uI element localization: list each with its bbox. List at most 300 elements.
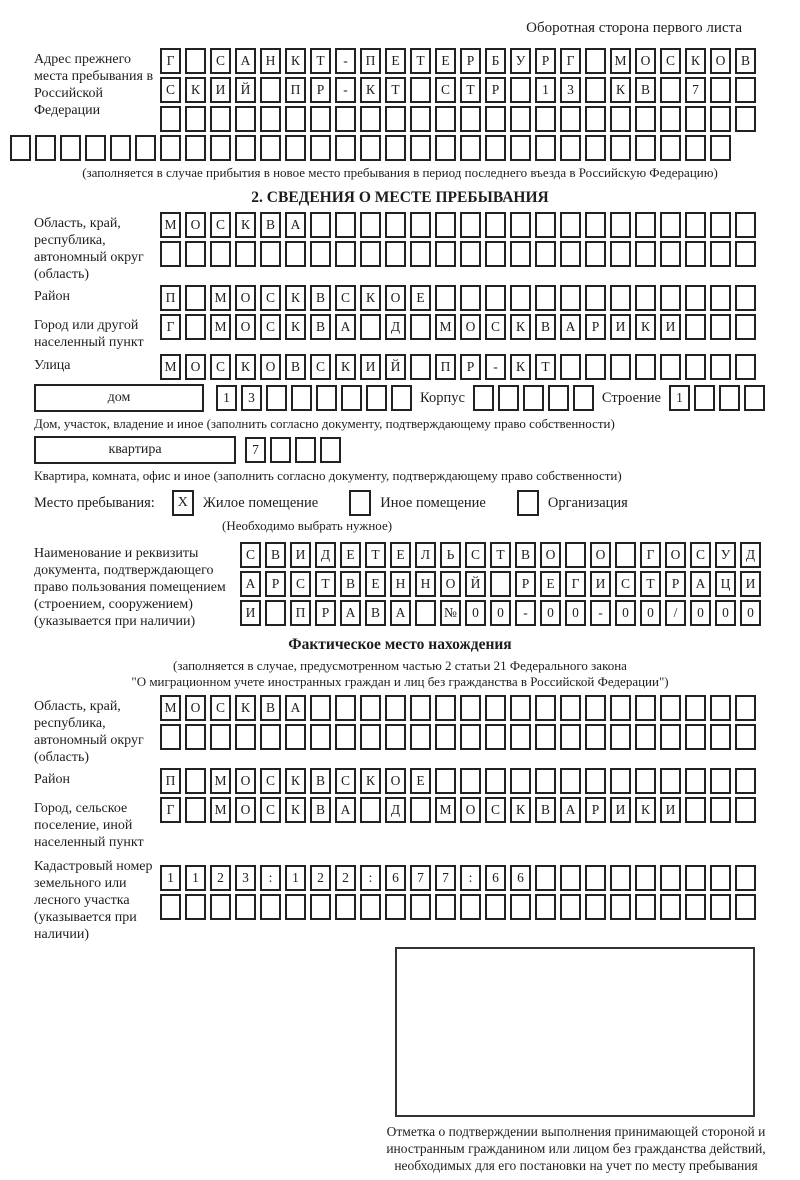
- char-box[interactable]: [185, 724, 206, 750]
- char-box[interactable]: А: [560, 797, 581, 823]
- char-box[interactable]: [485, 106, 506, 132]
- char-box[interactable]: Н: [260, 48, 281, 74]
- char-box[interactable]: [335, 695, 356, 721]
- char-box[interactable]: [485, 285, 506, 311]
- char-box[interactable]: [385, 695, 406, 721]
- char-box[interactable]: М: [160, 212, 181, 238]
- char-box[interactable]: Р: [460, 354, 481, 380]
- stay-type-checkbox-other-premises[interactable]: [349, 490, 371, 516]
- char-box[interactable]: Т: [640, 571, 661, 597]
- char-box[interactable]: [610, 865, 631, 891]
- char-box[interactable]: О: [710, 48, 731, 74]
- char-box[interactable]: К: [285, 285, 306, 311]
- char-box[interactable]: [335, 135, 356, 161]
- char-box[interactable]: [610, 135, 631, 161]
- char-box[interactable]: В: [515, 542, 536, 568]
- char-box[interactable]: К: [510, 314, 531, 340]
- char-box[interactable]: 2: [335, 865, 356, 891]
- char-box[interactable]: [710, 285, 731, 311]
- char-box[interactable]: [235, 894, 256, 920]
- char-box[interactable]: 2: [310, 865, 331, 891]
- char-box[interactable]: В: [535, 314, 556, 340]
- char-box[interactable]: [310, 212, 331, 238]
- char-box[interactable]: [710, 894, 731, 920]
- char-box[interactable]: [385, 106, 406, 132]
- char-box[interactable]: Т: [460, 77, 481, 103]
- char-box[interactable]: [185, 48, 206, 74]
- char-box[interactable]: [635, 241, 656, 267]
- char-box[interactable]: Е: [385, 48, 406, 74]
- char-box[interactable]: [35, 135, 56, 161]
- char-box[interactable]: [710, 865, 731, 891]
- char-box[interactable]: И: [660, 314, 681, 340]
- char-box[interactable]: О: [590, 542, 611, 568]
- char-box[interactable]: [360, 695, 381, 721]
- char-box[interactable]: 7: [685, 77, 706, 103]
- char-box[interactable]: В: [310, 285, 331, 311]
- char-box[interactable]: [385, 212, 406, 238]
- char-box[interactable]: [660, 77, 681, 103]
- char-box[interactable]: Ц: [715, 571, 736, 597]
- char-box[interactable]: В: [365, 600, 386, 626]
- char-box[interactable]: С: [260, 314, 281, 340]
- char-box[interactable]: [560, 695, 581, 721]
- char-box[interactable]: С: [260, 285, 281, 311]
- char-box[interactable]: А: [335, 314, 356, 340]
- char-box[interactable]: О: [385, 285, 406, 311]
- char-box[interactable]: [710, 77, 731, 103]
- char-box[interactable]: [510, 241, 531, 267]
- char-box[interactable]: -: [515, 600, 536, 626]
- char-box[interactable]: [585, 724, 606, 750]
- char-box[interactable]: [635, 106, 656, 132]
- char-box[interactable]: [410, 354, 431, 380]
- char-box[interactable]: Д: [385, 314, 406, 340]
- char-box[interactable]: [335, 212, 356, 238]
- char-box[interactable]: Д: [740, 542, 761, 568]
- char-box[interactable]: [535, 285, 556, 311]
- char-box[interactable]: [270, 437, 291, 463]
- char-box[interactable]: А: [285, 695, 306, 721]
- char-box[interactable]: [685, 797, 706, 823]
- char-box[interactable]: [410, 241, 431, 267]
- char-box[interactable]: [585, 241, 606, 267]
- char-box[interactable]: [160, 241, 181, 267]
- char-box[interactable]: [744, 385, 765, 411]
- char-box[interactable]: [360, 135, 381, 161]
- char-box[interactable]: Т: [315, 571, 336, 597]
- char-box[interactable]: [585, 695, 606, 721]
- char-box[interactable]: Е: [540, 571, 561, 597]
- char-box[interactable]: [210, 724, 231, 750]
- char-box[interactable]: О: [235, 285, 256, 311]
- char-box[interactable]: Т: [490, 542, 511, 568]
- char-box[interactable]: [585, 106, 606, 132]
- char-box[interactable]: [498, 385, 519, 411]
- char-box[interactable]: М: [160, 354, 181, 380]
- char-box[interactable]: [410, 695, 431, 721]
- char-box[interactable]: [460, 285, 481, 311]
- char-box[interactable]: [510, 77, 531, 103]
- char-box[interactable]: [210, 106, 231, 132]
- char-box[interactable]: [391, 385, 412, 411]
- char-box[interactable]: Р: [665, 571, 686, 597]
- char-box[interactable]: [585, 354, 606, 380]
- char-box[interactable]: Т: [385, 77, 406, 103]
- char-box[interactable]: Г: [160, 48, 181, 74]
- char-box[interactable]: Н: [415, 571, 436, 597]
- char-box[interactable]: С: [615, 571, 636, 597]
- char-box[interactable]: Р: [265, 571, 286, 597]
- char-box[interactable]: Е: [410, 285, 431, 311]
- char-box[interactable]: [385, 135, 406, 161]
- char-box[interactable]: 6: [510, 865, 531, 891]
- char-box[interactable]: О: [235, 314, 256, 340]
- char-box[interactable]: [535, 695, 556, 721]
- char-box[interactable]: О: [235, 768, 256, 794]
- char-box[interactable]: [685, 724, 706, 750]
- char-box[interactable]: М: [160, 695, 181, 721]
- char-box[interactable]: 3: [560, 77, 581, 103]
- stay-type-checkbox-residential[interactable]: X: [172, 490, 194, 516]
- char-box[interactable]: В: [310, 314, 331, 340]
- char-box[interactable]: Г: [640, 542, 661, 568]
- char-box[interactable]: С: [260, 768, 281, 794]
- char-box[interactable]: [535, 106, 556, 132]
- char-box[interactable]: К: [510, 354, 531, 380]
- char-box[interactable]: [535, 894, 556, 920]
- char-box[interactable]: [560, 241, 581, 267]
- char-box[interactable]: Р: [535, 48, 556, 74]
- char-box[interactable]: [685, 212, 706, 238]
- char-box[interactable]: [435, 241, 456, 267]
- char-box[interactable]: [435, 724, 456, 750]
- char-box[interactable]: [235, 135, 256, 161]
- char-box[interactable]: [635, 768, 656, 794]
- char-box[interactable]: [285, 894, 306, 920]
- char-box[interactable]: У: [715, 542, 736, 568]
- char-box[interactable]: [485, 212, 506, 238]
- char-box[interactable]: П: [290, 600, 311, 626]
- char-box[interactable]: К: [610, 77, 631, 103]
- char-box[interactable]: В: [265, 542, 286, 568]
- char-box[interactable]: И: [740, 571, 761, 597]
- char-box[interactable]: 0: [690, 600, 711, 626]
- char-box[interactable]: [610, 724, 631, 750]
- char-box[interactable]: А: [335, 797, 356, 823]
- char-box[interactable]: К: [635, 797, 656, 823]
- char-box[interactable]: О: [185, 212, 206, 238]
- char-box[interactable]: [460, 894, 481, 920]
- char-box[interactable]: -: [485, 354, 506, 380]
- char-box[interactable]: И: [590, 571, 611, 597]
- char-box[interactable]: [635, 894, 656, 920]
- char-box[interactable]: [560, 768, 581, 794]
- char-box[interactable]: С: [210, 695, 231, 721]
- char-box[interactable]: [735, 354, 756, 380]
- char-box[interactable]: Ь: [440, 542, 461, 568]
- char-box[interactable]: К: [285, 768, 306, 794]
- char-box[interactable]: К: [360, 285, 381, 311]
- char-box[interactable]: [185, 768, 206, 794]
- char-box[interactable]: [410, 212, 431, 238]
- char-box[interactable]: [415, 600, 436, 626]
- char-box[interactable]: [435, 135, 456, 161]
- char-box[interactable]: [435, 285, 456, 311]
- char-box[interactable]: [560, 285, 581, 311]
- char-box[interactable]: [585, 285, 606, 311]
- char-box[interactable]: О: [540, 542, 561, 568]
- char-box[interactable]: [310, 894, 331, 920]
- char-box[interactable]: [660, 768, 681, 794]
- char-box[interactable]: Т: [410, 48, 431, 74]
- char-box[interactable]: 1: [185, 865, 206, 891]
- char-box[interactable]: С: [210, 48, 231, 74]
- char-box[interactable]: :: [260, 865, 281, 891]
- char-box[interactable]: В: [260, 212, 281, 238]
- char-box[interactable]: [320, 437, 341, 463]
- char-box[interactable]: И: [210, 77, 231, 103]
- char-box[interactable]: Г: [560, 48, 581, 74]
- char-box[interactable]: В: [635, 77, 656, 103]
- char-box[interactable]: Т: [365, 542, 386, 568]
- char-box[interactable]: 0: [540, 600, 561, 626]
- char-box[interactable]: Л: [415, 542, 436, 568]
- char-box[interactable]: [485, 695, 506, 721]
- char-box[interactable]: И: [290, 542, 311, 568]
- char-box[interactable]: [635, 865, 656, 891]
- char-box[interactable]: [460, 768, 481, 794]
- char-box[interactable]: [335, 894, 356, 920]
- char-box[interactable]: /: [665, 600, 686, 626]
- char-box[interactable]: [260, 894, 281, 920]
- char-box[interactable]: Р: [315, 600, 336, 626]
- char-box[interactable]: Е: [365, 571, 386, 597]
- char-box[interactable]: [560, 865, 581, 891]
- char-box[interactable]: [285, 135, 306, 161]
- char-box[interactable]: [685, 285, 706, 311]
- char-box[interactable]: К: [510, 797, 531, 823]
- char-box[interactable]: М: [435, 797, 456, 823]
- char-box[interactable]: О: [440, 571, 461, 597]
- char-box[interactable]: Д: [315, 542, 336, 568]
- char-box[interactable]: [60, 135, 81, 161]
- char-box[interactable]: [660, 135, 681, 161]
- char-box[interactable]: А: [560, 314, 581, 340]
- char-box[interactable]: В: [535, 797, 556, 823]
- char-box[interactable]: М: [210, 768, 231, 794]
- char-box[interactable]: [585, 77, 606, 103]
- char-box[interactable]: [585, 865, 606, 891]
- char-box[interactable]: А: [690, 571, 711, 597]
- char-box[interactable]: [635, 724, 656, 750]
- char-box[interactable]: Б: [485, 48, 506, 74]
- char-box[interactable]: П: [285, 77, 306, 103]
- char-box[interactable]: О: [460, 797, 481, 823]
- char-box[interactable]: [385, 241, 406, 267]
- char-box[interactable]: [410, 724, 431, 750]
- char-box[interactable]: [710, 768, 731, 794]
- char-box[interactable]: [210, 135, 231, 161]
- char-box[interactable]: [260, 106, 281, 132]
- char-box[interactable]: [560, 212, 581, 238]
- char-box[interactable]: [335, 724, 356, 750]
- char-box[interactable]: А: [340, 600, 361, 626]
- char-box[interactable]: О: [235, 797, 256, 823]
- char-box[interactable]: [710, 241, 731, 267]
- char-box[interactable]: 0: [465, 600, 486, 626]
- char-box[interactable]: [485, 894, 506, 920]
- char-box[interactable]: [310, 135, 331, 161]
- char-box[interactable]: [685, 106, 706, 132]
- char-box[interactable]: К: [235, 695, 256, 721]
- char-box[interactable]: [360, 894, 381, 920]
- char-box[interactable]: [660, 865, 681, 891]
- char-box[interactable]: [260, 241, 281, 267]
- char-box[interactable]: Т: [535, 354, 556, 380]
- char-box[interactable]: М: [435, 314, 456, 340]
- char-box[interactable]: 0: [615, 600, 636, 626]
- char-box[interactable]: М: [610, 48, 631, 74]
- char-box[interactable]: П: [360, 48, 381, 74]
- char-box[interactable]: [210, 894, 231, 920]
- char-box[interactable]: [610, 695, 631, 721]
- char-box[interactable]: [485, 724, 506, 750]
- char-box[interactable]: В: [260, 695, 281, 721]
- char-box[interactable]: С: [485, 314, 506, 340]
- char-box[interactable]: [585, 48, 606, 74]
- char-box[interactable]: [460, 695, 481, 721]
- char-box[interactable]: [660, 894, 681, 920]
- char-box[interactable]: [285, 724, 306, 750]
- char-box[interactable]: [235, 241, 256, 267]
- char-box[interactable]: [341, 385, 362, 411]
- char-box[interactable]: 6: [485, 865, 506, 891]
- char-box[interactable]: [285, 241, 306, 267]
- char-box[interactable]: [635, 695, 656, 721]
- char-box[interactable]: [510, 724, 531, 750]
- char-box[interactable]: [735, 768, 756, 794]
- char-box[interactable]: -: [335, 48, 356, 74]
- char-box[interactable]: Е: [435, 48, 456, 74]
- char-box[interactable]: [310, 695, 331, 721]
- char-box[interactable]: О: [460, 314, 481, 340]
- char-box[interactable]: [610, 768, 631, 794]
- char-box[interactable]: [635, 354, 656, 380]
- char-box[interactable]: С: [485, 797, 506, 823]
- char-box[interactable]: К: [235, 354, 256, 380]
- char-box[interactable]: К: [235, 212, 256, 238]
- char-box[interactable]: [410, 106, 431, 132]
- char-box[interactable]: [135, 135, 156, 161]
- char-box[interactable]: 0: [490, 600, 511, 626]
- char-box[interactable]: [635, 135, 656, 161]
- char-box[interactable]: [694, 385, 715, 411]
- char-box[interactable]: [685, 241, 706, 267]
- char-box[interactable]: [535, 135, 556, 161]
- char-box[interactable]: О: [185, 354, 206, 380]
- char-box[interactable]: 1: [216, 385, 237, 411]
- char-box[interactable]: 0: [565, 600, 586, 626]
- char-box[interactable]: [573, 385, 594, 411]
- char-box[interactable]: [510, 894, 531, 920]
- char-box[interactable]: [360, 106, 381, 132]
- char-box[interactable]: [685, 894, 706, 920]
- char-box[interactable]: К: [635, 314, 656, 340]
- char-box[interactable]: [710, 135, 731, 161]
- char-box[interactable]: [548, 385, 569, 411]
- char-box[interactable]: [410, 314, 431, 340]
- char-box[interactable]: [385, 724, 406, 750]
- char-box[interactable]: У: [510, 48, 531, 74]
- char-box[interactable]: [735, 797, 756, 823]
- char-box[interactable]: В: [735, 48, 756, 74]
- char-box[interactable]: [185, 241, 206, 267]
- char-box[interactable]: [660, 212, 681, 238]
- char-box[interactable]: [490, 571, 511, 597]
- char-box[interactable]: К: [685, 48, 706, 74]
- char-box[interactable]: :: [460, 865, 481, 891]
- char-box[interactable]: И: [240, 600, 261, 626]
- char-box[interactable]: [710, 106, 731, 132]
- char-box[interactable]: 3: [235, 865, 256, 891]
- char-box[interactable]: А: [285, 212, 306, 238]
- char-box[interactable]: С: [240, 542, 261, 568]
- char-box[interactable]: 1: [535, 77, 556, 103]
- char-box[interactable]: [485, 768, 506, 794]
- char-box[interactable]: [660, 695, 681, 721]
- char-box[interactable]: Й: [385, 354, 406, 380]
- char-box[interactable]: [310, 241, 331, 267]
- char-box[interactable]: [560, 724, 581, 750]
- char-box[interactable]: [285, 106, 306, 132]
- char-box[interactable]: А: [240, 571, 261, 597]
- char-box[interactable]: [660, 354, 681, 380]
- char-box[interactable]: 1: [669, 385, 690, 411]
- char-box[interactable]: [585, 212, 606, 238]
- char-box[interactable]: [610, 106, 631, 132]
- char-box[interactable]: [360, 212, 381, 238]
- char-box[interactable]: 1: [160, 865, 181, 891]
- char-box[interactable]: [560, 135, 581, 161]
- char-box[interactable]: [235, 724, 256, 750]
- char-box[interactable]: В: [340, 571, 361, 597]
- char-box[interactable]: [435, 894, 456, 920]
- char-box[interactable]: О: [260, 354, 281, 380]
- char-box[interactable]: [560, 894, 581, 920]
- char-box[interactable]: [635, 285, 656, 311]
- char-box[interactable]: К: [360, 768, 381, 794]
- char-box[interactable]: Р: [585, 314, 606, 340]
- char-box[interactable]: [710, 797, 731, 823]
- char-box[interactable]: [295, 437, 316, 463]
- char-box[interactable]: [360, 724, 381, 750]
- char-box[interactable]: [710, 354, 731, 380]
- char-box[interactable]: [615, 542, 636, 568]
- char-box[interactable]: Е: [340, 542, 361, 568]
- char-box[interactable]: [335, 106, 356, 132]
- char-box[interactable]: С: [465, 542, 486, 568]
- char-box[interactable]: И: [360, 354, 381, 380]
- char-box[interactable]: [460, 724, 481, 750]
- char-box[interactable]: [610, 285, 631, 311]
- char-box[interactable]: [660, 285, 681, 311]
- char-box[interactable]: Е: [390, 542, 411, 568]
- char-box[interactable]: 7: [245, 437, 266, 463]
- char-box[interactable]: [260, 135, 281, 161]
- char-box[interactable]: [460, 241, 481, 267]
- char-box[interactable]: №: [440, 600, 461, 626]
